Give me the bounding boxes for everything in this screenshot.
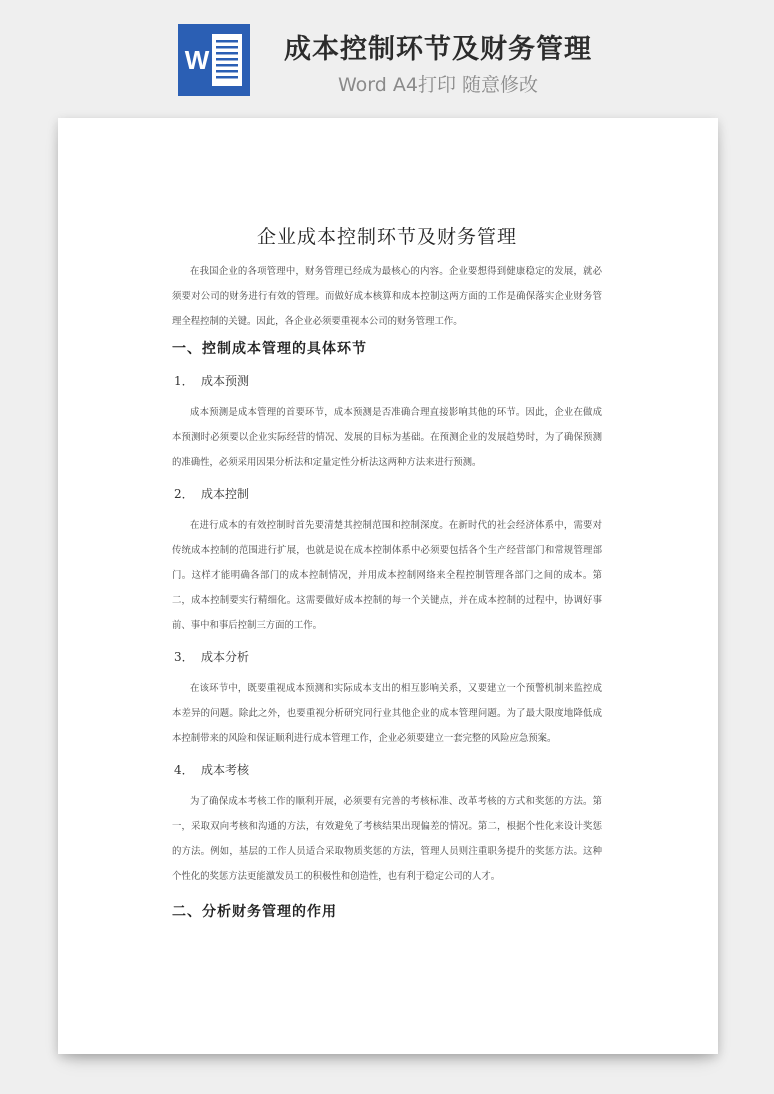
header-title: 成本控制环节及财务管理	[284, 34, 592, 65]
intro-paragraph: 在我国企业的各项管理中，财务管理已经成为最核心的内容。企业要想得到健康稳定的发展，就必须要对公司的财务进行有效的管理。而做好成本核算和成本控制这两方面的工作是确保落实企业财务管理全程控制的关键。因此，各企业必须要重视本公司的财务管理工作。	[172, 266, 602, 327]
subsection-number: 2．	[174, 487, 194, 501]
subsection-label: 成本控制	[201, 487, 250, 501]
document-page	[58, 118, 718, 1054]
document-body	[172, 222, 602, 925]
subsection-number: 4．	[174, 763, 194, 777]
subsection-label: 成本预测	[201, 374, 250, 388]
subsection-heading-2	[172, 483, 602, 505]
subsection-label: 成本考核	[201, 763, 250, 777]
document-title: 企业成本控制环节及财务管理	[256, 226, 517, 248]
subsection-paragraph-2: 在进行成本的有效控制时首先要清楚其控制范围和控制深度。在新时代的社会经济体系中，需要对传统成本控制的范围进行扩展，也就是说在成本控制体系中必须要包括各个生产经营部门和常规管理部门。这样才能明确各部门的成本控制情况，并用成本控制网络来全程控制管理各部门之间的成本。第二，成本控制要实行精细化。这需要做好成本控制的每一个关键点，并在成本控制的过程中，协调好事前、事中和事后控制三方面的工作。	[172, 520, 602, 631]
subsection-number: 3．	[174, 650, 194, 664]
word-icon-letter: W	[184, 45, 210, 75]
subsection-paragraph-3: 在该环节中，既要重视成本预测和实际成本支出的相互影响关系，又要建立一个预警机制来监控成本差异的问题。除此之外，也要重视分析研究同行业其他企业的成本管理问题。为了最大限度地降低成本控制带来的风险和保证顺利进行成本管理工作，企业必须要建立一套完整的风险应急预案。	[172, 683, 602, 744]
header	[0, 0, 774, 112]
subsection-paragraph-1: 成本预测是成本管理的首要环节，成本预测是否准确合理直接影响其他的环节。因此，企业在做成本预测时必须要以企业实际经营的情况、发展的目标为基础。在预测企业的发展趋势时，为了确保预测的准确性，必须采用因果分析法和定量定性分析法这两种方法来进行预测。	[172, 407, 602, 468]
subsection-heading-1	[172, 370, 602, 392]
subsection-heading-3	[172, 646, 602, 668]
subsection-label: 成本分析	[201, 650, 250, 664]
word-document-icon	[178, 24, 250, 96]
subsection-paragraph-4: 为了确保成本考核工作的顺利开展，必须要有完善的考核标准、改革考核的方式和奖惩的方法。第一，采取双向考核和沟通的方法，有效避免了考核结果出现偏差的情况。第二，根据个性化来设计奖惩的方法。例如，基层的工作人员适合采取物质奖惩的方法，管理人员则注重职务提升的奖惩方法。这种个性化的奖惩方法更能激发员工的积极性和创造性，也有利于稳定公司的人才。	[172, 796, 602, 882]
subsection-number: 1．	[174, 374, 194, 388]
section-heading-2: 二、分析财务管理的作用	[172, 904, 337, 920]
subsection-heading-4	[172, 759, 602, 781]
header-subtitle: Word A4打印 随意修改	[337, 74, 538, 96]
section-heading-1: 一、控制成本管理的具体环节	[172, 341, 367, 357]
